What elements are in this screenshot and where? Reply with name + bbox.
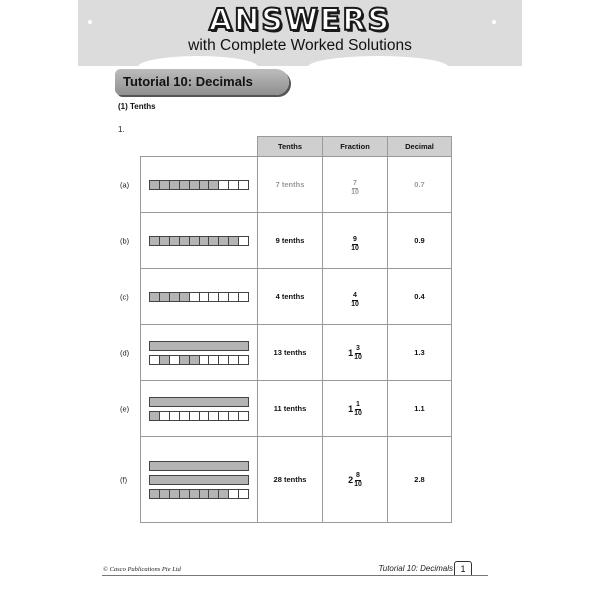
fraction-whole: 1	[348, 404, 354, 415]
tenths-value: 28 tenths	[258, 437, 323, 523]
shaded-tenth	[219, 237, 229, 245]
shaded-tenth	[200, 237, 210, 245]
tenths-strip	[149, 180, 249, 190]
empty-tenth	[239, 490, 248, 498]
tenths-value: 13 tenths	[258, 325, 323, 381]
answers-table	[120, 136, 452, 523]
tenths-model-cell	[141, 381, 258, 437]
whole-bar	[149, 341, 249, 351]
fraction-numerator: 8	[356, 471, 360, 479]
shaded-tenth	[190, 237, 200, 245]
shaded-tenth	[160, 237, 170, 245]
tenths-model	[141, 341, 257, 365]
fraction-numerator: 4	[353, 292, 357, 299]
answers-title: ANSWERS	[208, 3, 392, 38]
shaded-tenth	[200, 181, 210, 189]
tenths-strip	[149, 236, 249, 246]
empty-tenth	[170, 356, 180, 364]
decimal-value: 0.7	[388, 157, 452, 213]
decimal-value: 0.9	[388, 213, 452, 269]
shaded-tenth	[219, 490, 229, 498]
row-label-cell	[120, 213, 141, 269]
empty-tenth	[239, 181, 248, 189]
fraction-value	[348, 345, 362, 362]
tenths-value: 7 tenths	[258, 157, 323, 213]
table-row	[140, 437, 452, 523]
empty-tenth	[160, 412, 170, 420]
shaded-tenth	[209, 490, 219, 498]
table-row	[140, 269, 452, 325]
shaded-tenth	[160, 356, 170, 364]
shaded-tenth	[160, 490, 170, 498]
fraction-cell	[323, 325, 388, 381]
fraction-stack	[354, 472, 362, 489]
empty-tenth	[200, 412, 210, 420]
shaded-tenth	[170, 293, 180, 301]
row-label: (a)	[120, 180, 130, 189]
footer-section-title: Tutorial 10: Decimals	[378, 564, 453, 573]
shaded-tenth	[209, 181, 219, 189]
shaded-tenth	[150, 181, 160, 189]
shaded-tenth	[190, 181, 200, 189]
shaded-tenth	[170, 237, 180, 245]
decimal-value: 2.8	[388, 437, 452, 523]
decorative-swoosh	[138, 56, 258, 66]
empty-tenth	[150, 356, 160, 364]
fraction-numerator: 9	[353, 236, 357, 243]
fraction-denominator: 10	[351, 245, 359, 252]
tenths-model-cell	[141, 325, 258, 381]
tutorial-title: Tutorial 10: Decimals	[115, 69, 289, 95]
shaded-tenth	[150, 412, 160, 420]
header-decimal: Decimal	[388, 137, 452, 157]
row-label: (f)	[120, 475, 128, 484]
empty-tenth	[239, 356, 248, 364]
row-label-cell	[120, 325, 141, 381]
fraction-stack	[351, 292, 359, 309]
row-label: (c)	[120, 292, 129, 301]
shaded-tenth	[150, 237, 160, 245]
empty-tenth	[219, 356, 229, 364]
shaded-tenth	[160, 293, 170, 301]
fraction-cell	[323, 381, 388, 437]
shaded-tenth	[209, 237, 219, 245]
answers-banner	[78, 0, 522, 66]
whole-bar	[149, 475, 249, 485]
tenths-model-cell	[141, 157, 258, 213]
empty-tenth	[200, 293, 210, 301]
shaded-tenth	[170, 181, 180, 189]
fraction-denominator: 10	[351, 301, 359, 308]
row-label: (d)	[120, 348, 130, 357]
empty-tenth	[229, 490, 239, 498]
table-row	[140, 157, 452, 213]
tenths-value: 11 tenths	[258, 381, 323, 437]
decimal-value: 1.1	[388, 381, 452, 437]
empty-tenth	[209, 412, 219, 420]
tenths-model-cell	[141, 269, 258, 325]
fraction-cell	[323, 213, 388, 269]
fraction-value	[351, 292, 359, 309]
empty-tenth	[229, 181, 239, 189]
shaded-tenth	[150, 490, 160, 498]
fraction-stack	[354, 401, 362, 418]
table-row	[140, 325, 452, 381]
fraction-value	[348, 472, 362, 489]
empty-tenth	[190, 412, 200, 420]
question-number: 1.	[118, 125, 125, 134]
fraction-denominator: 10	[354, 409, 362, 417]
fraction-whole: 1	[348, 348, 354, 359]
tenths-model	[141, 397, 257, 421]
tenths-strip	[149, 355, 249, 365]
table-row	[140, 381, 452, 437]
decimal-value: 1.3	[388, 325, 452, 381]
row-label-cell	[120, 437, 141, 523]
empty-tenth	[219, 181, 229, 189]
shaded-tenth	[180, 181, 190, 189]
tenths-strip	[149, 411, 249, 421]
empty-tenth	[219, 293, 229, 301]
header-fraction: Fraction	[323, 137, 388, 157]
tenths-model-cell	[141, 213, 258, 269]
fraction-value	[351, 236, 359, 253]
empty-tenth	[219, 412, 229, 420]
empty-tenth	[190, 293, 200, 301]
fraction-stack	[354, 345, 362, 362]
tenths-value: 9 tenths	[258, 213, 323, 269]
row-label-cell	[120, 157, 141, 213]
tenths-strip	[149, 489, 249, 499]
section-label: (1) Tenths	[118, 102, 156, 111]
answer-rows	[120, 157, 452, 523]
answers-subtitle: with Complete Worked Solutions	[188, 37, 412, 54]
table-header-row	[140, 137, 452, 157]
book-page	[78, 0, 522, 600]
empty-tenth	[239, 237, 248, 245]
row-label: (e)	[120, 404, 130, 413]
tenths-model	[141, 292, 257, 302]
tenths-model	[141, 180, 257, 190]
header-model-blank	[141, 137, 258, 157]
fraction-stack	[351, 180, 359, 197]
fraction-numerator: 1	[356, 400, 360, 408]
shaded-tenth	[180, 293, 190, 301]
empty-tenth	[180, 412, 190, 420]
fraction-cell	[323, 437, 388, 523]
shaded-tenth	[190, 356, 200, 364]
fraction-denominator: 10	[354, 480, 362, 488]
shaded-tenth	[180, 356, 190, 364]
shaded-tenth	[160, 181, 170, 189]
whole-bar	[149, 461, 249, 471]
page-number: 1	[454, 561, 472, 576]
fraction-denominator: 10	[354, 353, 362, 361]
empty-tenth	[200, 356, 210, 364]
row-label: (b)	[120, 236, 130, 245]
publisher-credit: © Casco Publications Pte Ltd	[103, 566, 181, 573]
fraction-whole: 2	[348, 475, 354, 486]
decorative-swoosh	[308, 56, 448, 66]
row-label-cell	[120, 381, 141, 437]
fraction-numerator: 7	[353, 180, 357, 187]
empty-tenth	[170, 412, 180, 420]
empty-tenth	[209, 293, 219, 301]
shaded-tenth	[150, 293, 160, 301]
shaded-tenth	[170, 490, 180, 498]
empty-tenth	[209, 356, 219, 364]
fraction-value	[351, 180, 359, 197]
fraction-value	[348, 401, 362, 418]
header-tenths: Tenths	[258, 137, 323, 157]
tenths-strip	[149, 292, 249, 302]
empty-tenth	[229, 412, 239, 420]
footer-divider	[102, 575, 488, 576]
shaded-tenth	[180, 490, 190, 498]
tenths-value: 4 tenths	[258, 269, 323, 325]
table-row	[140, 213, 452, 269]
tenths-model	[141, 236, 257, 246]
tenths-model-cell	[141, 437, 258, 523]
fraction-cell	[323, 157, 388, 213]
empty-tenth	[239, 412, 248, 420]
fraction-cell	[323, 269, 388, 325]
fraction-stack	[351, 236, 359, 253]
decimal-value: 0.4	[388, 269, 452, 325]
fraction-numerator: 3	[356, 344, 360, 352]
shaded-tenth	[200, 490, 210, 498]
row-label-cell	[120, 269, 141, 325]
shaded-tenth	[190, 490, 200, 498]
shaded-tenth	[229, 237, 239, 245]
shaded-tenth	[180, 237, 190, 245]
fraction-denominator: 10	[351, 189, 359, 196]
empty-tenth	[239, 293, 248, 301]
empty-tenth	[229, 356, 239, 364]
tenths-model	[141, 461, 257, 499]
empty-tenth	[229, 293, 239, 301]
whole-bar	[149, 397, 249, 407]
